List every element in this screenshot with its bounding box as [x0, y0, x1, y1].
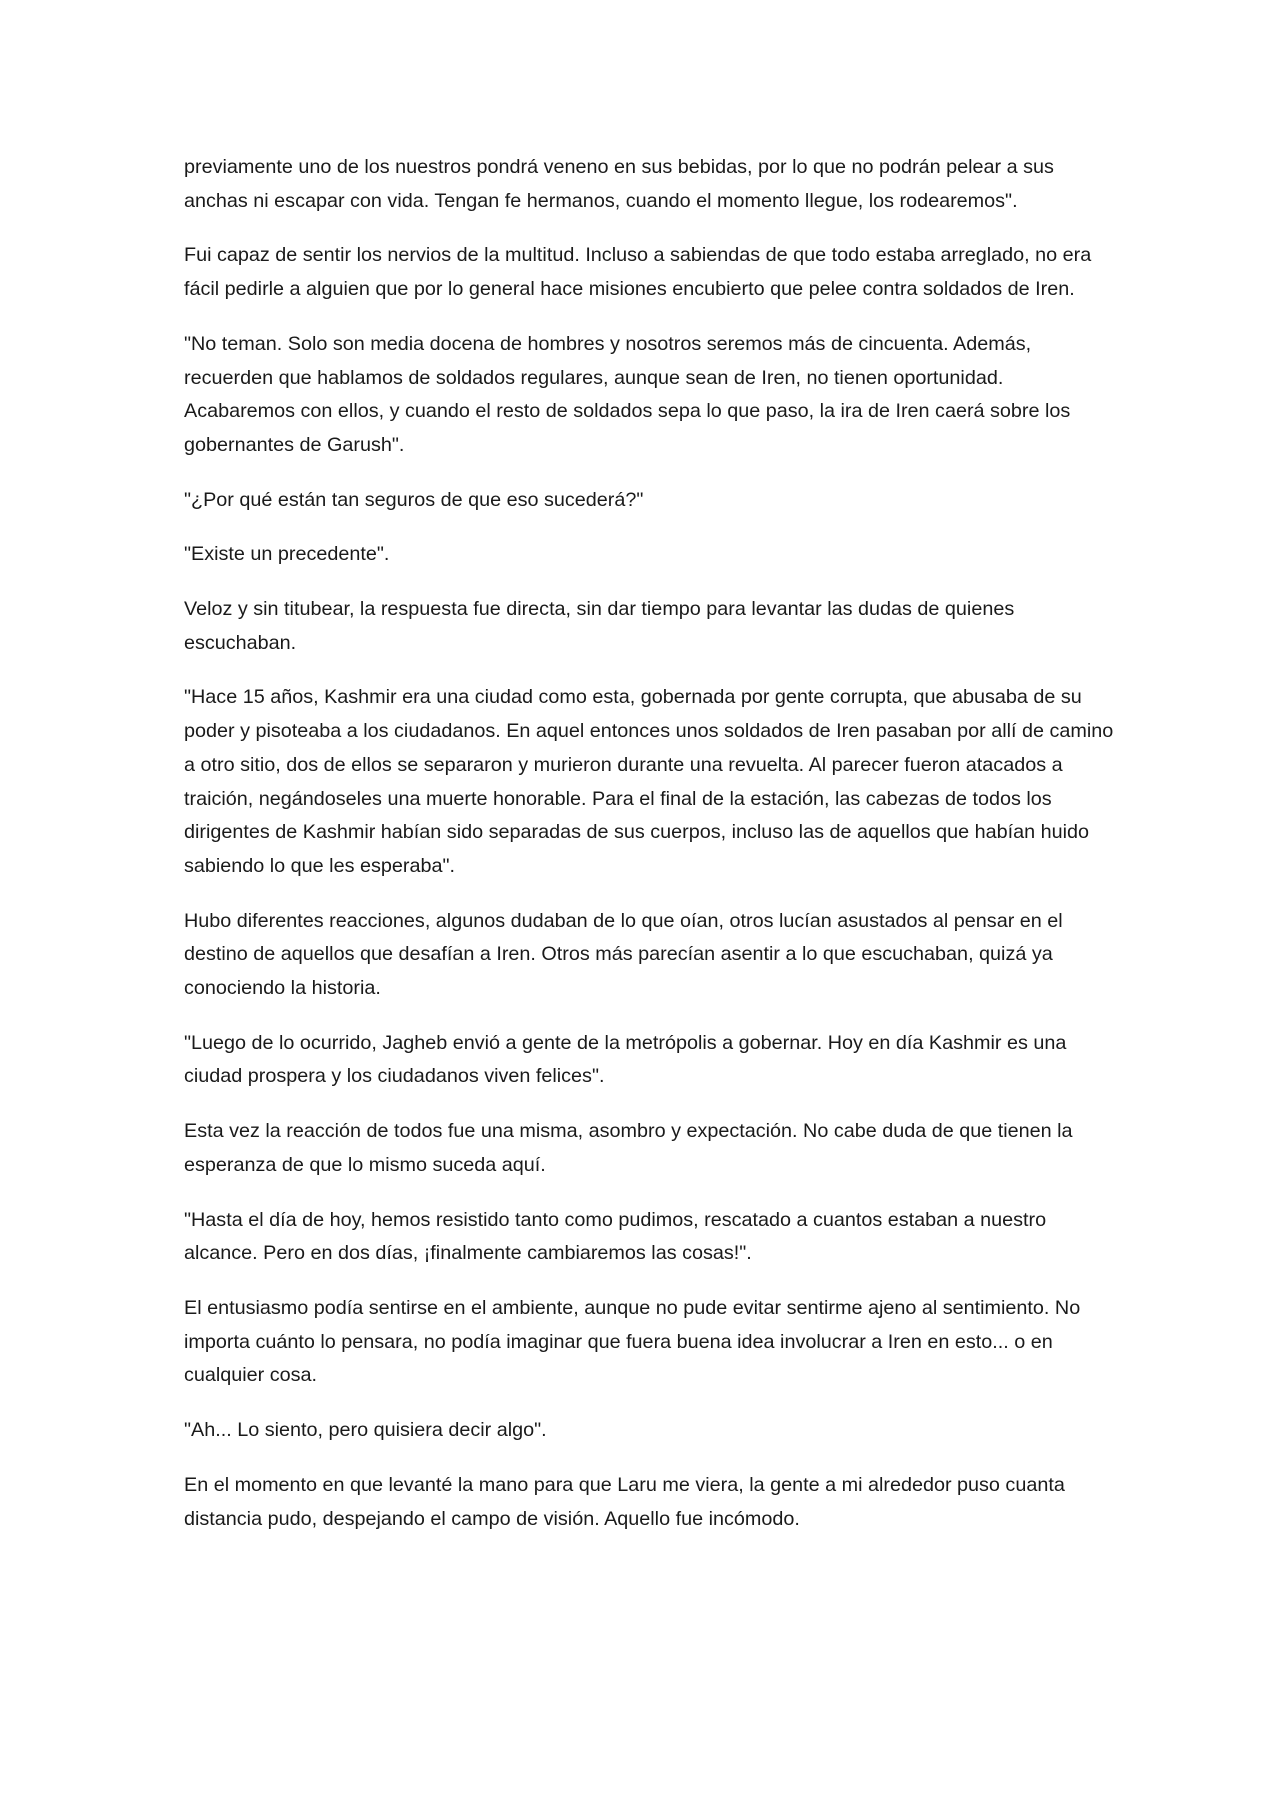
paragraph: Hubo diferentes reacciones, algunos dudaban de lo que oían, otros lucían asustados al pensar en el destino de aquellos que desafían a Iren. Otros más parecían asentir a lo que escuchaban, quizá ya conociendo la historia. — [184, 909, 1063, 1000]
paragraph: "Ah... Lo siento, pero quisiera decir algo". — [184, 1419, 547, 1442]
paragraph: Fui capaz de sentir los nervios de la multitud. Incluso a sabiendas de que todo estaba arreglado, no era fácil pedirle a alguien que por lo general hace misiones encubierto que pelee contra soldados de Iren. — [184, 244, 1092, 301]
paragraph: Veloz y sin titubear, la respuesta fue directa, sin dar tiempo para levantar las dudas de quienes escuchaban. — [184, 598, 1015, 654]
paragraph: "No teman. Solo son media docena de hombres y nosotros seremos más de cincuenta. Además, recuerden que hablamos de soldados regulares, aunque sean de Iren, no tienen oportunidad. Acabaremos con ellos, y cuando el resto de soldados sepa lo que paso, la ira de Iren caerá sobre los gobernantes de Garush". — [184, 332, 1071, 456]
paragraph: Esta vez la reacción de todos fue una misma, asombro y expectación. No cabe duda de que tienen la esperanza de que lo mismo suceda aquí. — [184, 1120, 1073, 1176]
paragraph: "Hasta el día de hoy, hemos resistido tanto como pudimos, rescatado a cuantos estaban a nuestro alcance. Pero en dos días, ¡finalmente cambiaremos las cosas!". — [184, 1208, 1047, 1265]
paragraph: previamente uno de los nuestros pondrá veneno en sus bebidas, por lo que no podrán pelear a sus anchas ni escapar con vida. Tengan fe hermanos, cuando el momento llegue, los rodearemos". — [184, 156, 1054, 212]
paragraph: "Luego de lo ocurrido, Jagheb envió a gente de la metrópolis a gobernar. Hoy en día Kashmir es una ciudad prospera y los ciudadanos viven felices". — [184, 1031, 1067, 1088]
paragraph: "Hace 15 años, Kashmir era una ciudad como esta, gobernada por gente corrupta, que abusaba de su poder y pisoteaba a los ciudadanos. En aquel entonces unos soldados de Iren pasaban por allí de camino a otro sitio, dos de ellos se separaron y murieron durante una revuelta. Al parecer fueron atacados a traición, negándoseles una muerte honorable. Para el final de la estación, las cabezas de todos los dirigentes de Kashmir habían sido separadas de sus cuerpos, incluso las de aquellos que habían huido sabiendo lo que les esperaba". — [184, 686, 1114, 877]
paragraph: "¿Por qué están tan seguros de que eso sucederá?" — [184, 488, 644, 511]
paragraph: El entusiasmo podía sentirse en el ambiente, aunque no pude evitar sentirme ajeno al sentimiento. No importa cuánto lo pensara, no podía imaginar que fuera buena idea involucrar a Iren en esto... o en cualquier cosa. — [184, 1296, 1081, 1387]
paragraph: "Existe un precedente". — [184, 543, 390, 566]
paragraph: En el momento en que levanté la mano para que Laru me viera, la gente a mi alrededor puso cuanta distancia pudo, despejando el campo de visión. Aquello fue incómodo. — [184, 1473, 1065, 1530]
document-body — [184, 151, 1114, 1557]
